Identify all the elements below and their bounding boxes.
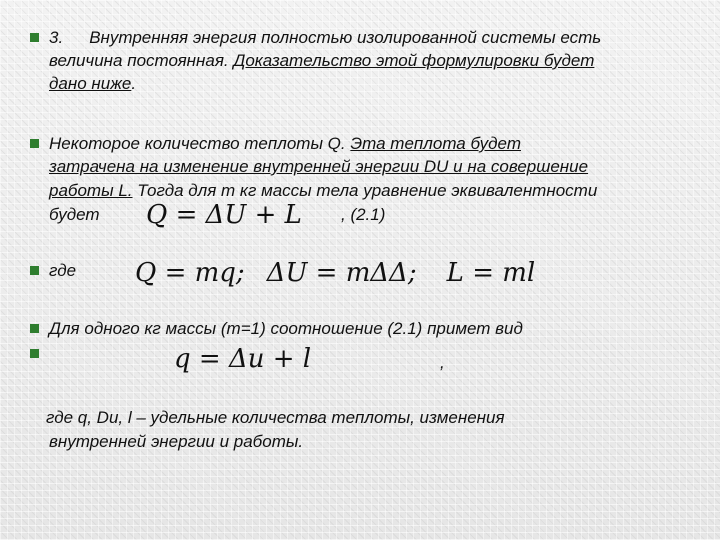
p1-line3 — [49, 73, 136, 95]
bullet-3 — [30, 266, 39, 275]
p1-line2-plain: величина постоянная. — [49, 51, 234, 70]
p4-line1: Для одного кг массы (m=1) соотношение (2.1) примет вид — [49, 319, 523, 338]
p1-line2-underlined: Доказательство этой формулировки будет — [233, 51, 595, 70]
p1-number: 3. — [49, 28, 64, 47]
formula-heat: Q = mq; — [135, 258, 245, 288]
p2-line4-text: будет — [49, 205, 100, 224]
p2-line1-plain: Некоторое количество теплоты Q. — [49, 134, 351, 153]
p1-line2 — [49, 50, 594, 72]
p2-line4 — [49, 204, 100, 226]
bullet-4 — [30, 324, 39, 333]
p2-line1-underlined: Эта теплота будет — [350, 134, 521, 153]
p3-label: где — [49, 261, 77, 280]
p4-comma: , — [440, 353, 445, 372]
p1-line1 — [49, 27, 601, 49]
p2-line3 — [49, 180, 597, 202]
formula-internal-energy: ΔU = mΔΔ; — [266, 258, 417, 288]
p5-line1: где q, Du, l – удельные количества теплоты, изменения — [46, 408, 505, 427]
eq-ref-2-1: , (2.1) — [341, 205, 386, 224]
formula-energy-balance: Q = ΔU + L — [146, 200, 302, 230]
p2-line3-plain: Тогда для m кг массы тела уравнение эквивалентности — [132, 181, 598, 200]
p1-line3-underlined: дано ниже — [49, 74, 132, 93]
bullet-1 — [30, 33, 39, 42]
formula-specific: q = Δu + l — [174, 344, 312, 374]
formula-work: L = ml — [446, 258, 536, 288]
bullet-5 — [30, 349, 39, 358]
formula-definitions — [135, 258, 535, 288]
p2-line1 — [49, 133, 521, 155]
p1-line3-end: . — [131, 74, 137, 93]
p2-line2 — [49, 156, 588, 178]
p5-line2: внутренней энергии и работы. — [49, 432, 304, 451]
p2-line3-underlined: работы L. — [49, 181, 133, 200]
p2-line2-underlined: затрачена на изменение внутренней энергии DU и на совершение — [49, 157, 589, 176]
p1-line1-text: Внутренняя энергия полностью изолированной системы есть — [89, 28, 602, 47]
bullet-2 — [30, 139, 39, 148]
